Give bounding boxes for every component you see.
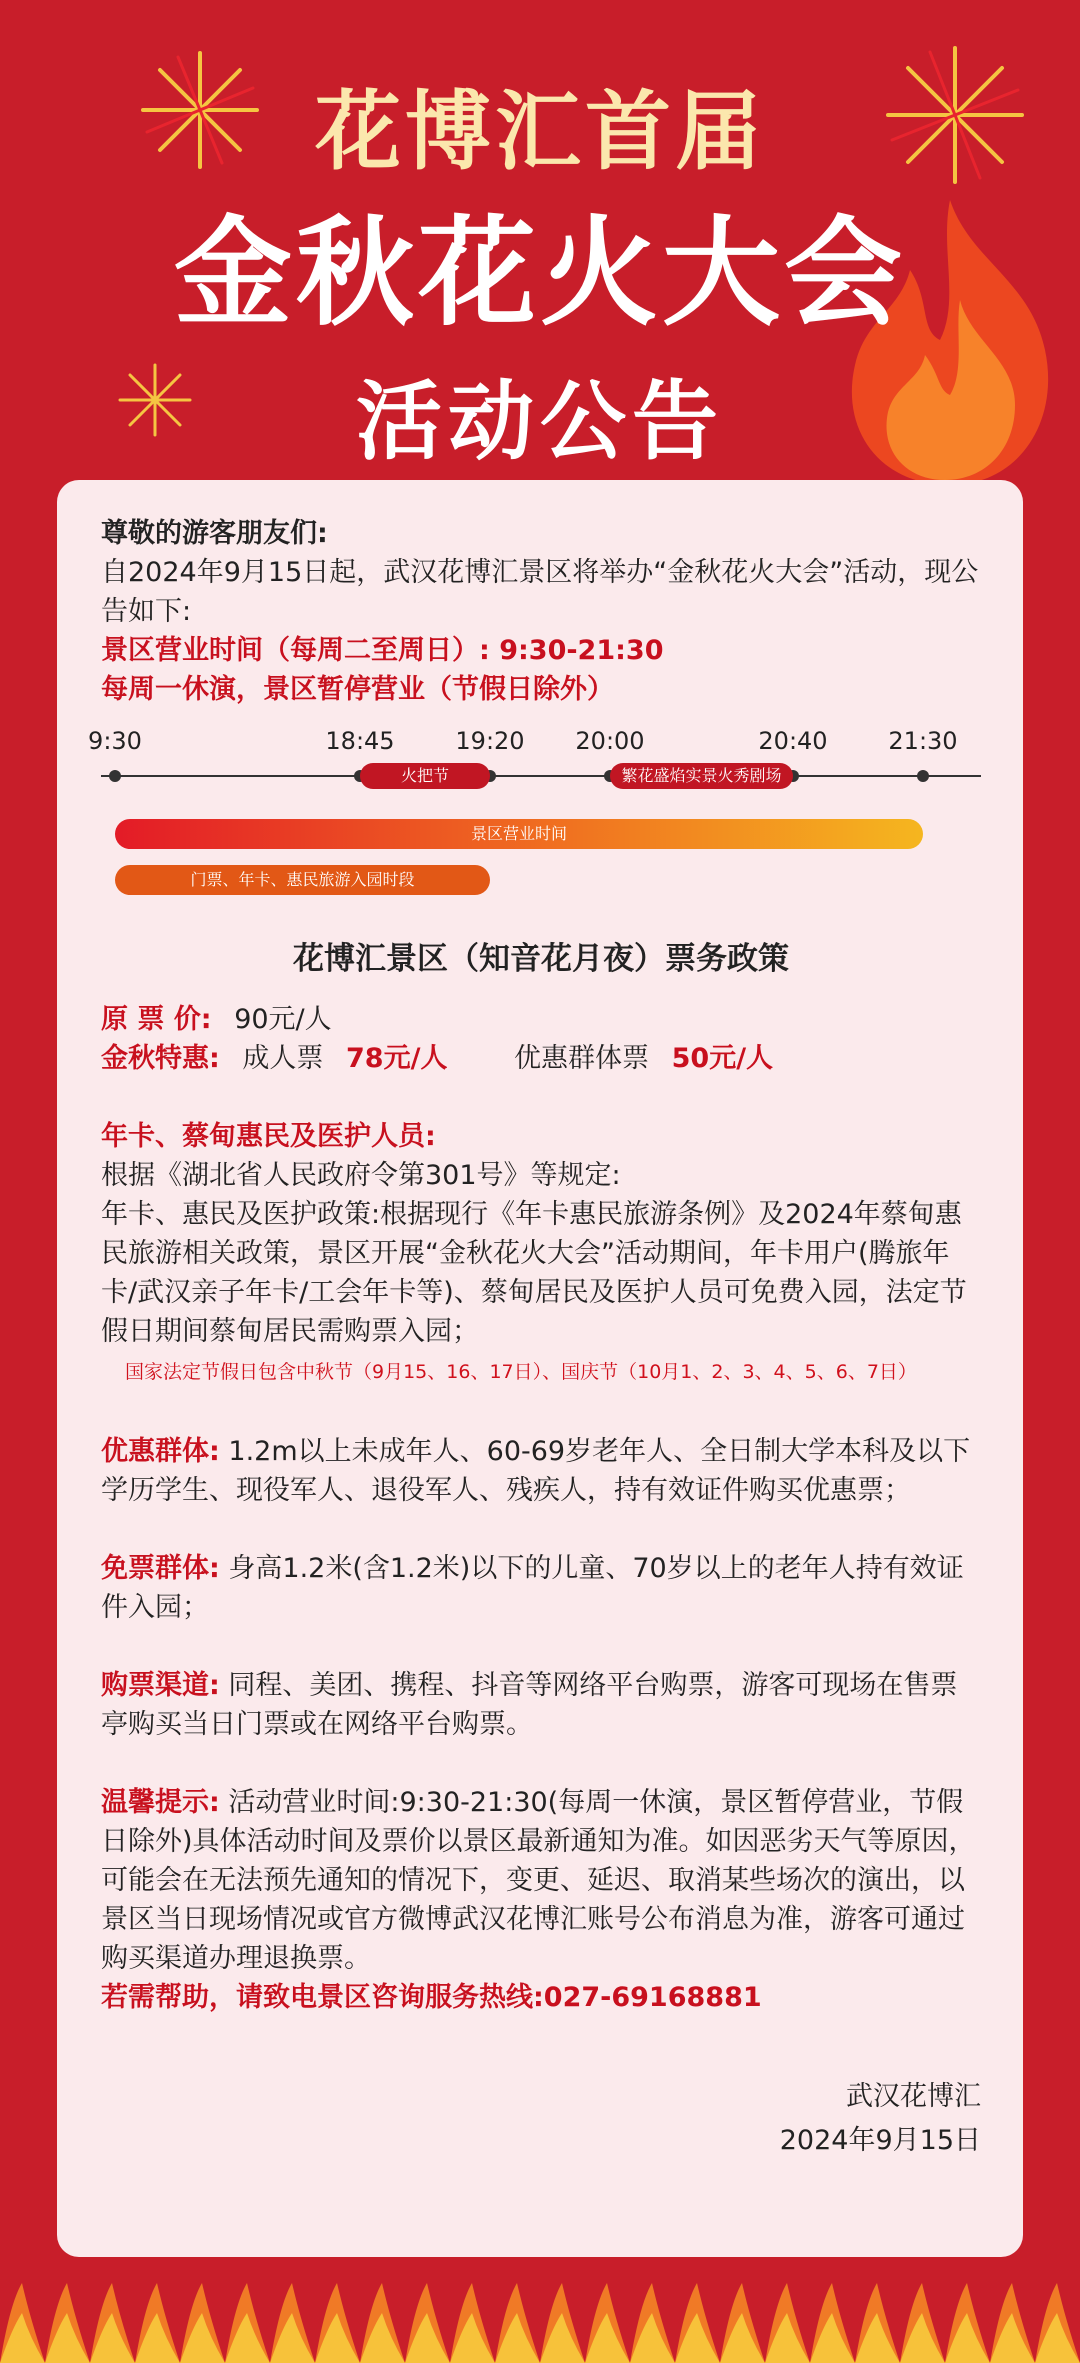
original-price-label: 原 票 价:: [101, 1004, 212, 1035]
title-line-1: 花博汇首届: [315, 82, 765, 182]
special-price-label: 金秋特惠:: [101, 1043, 220, 1074]
timeline-tick-label: 18:45: [325, 727, 395, 755]
title-line-2: 金秋花火大会: [173, 204, 906, 342]
tips-text: 活动营业时间:9:30-21:30(每周一休演，景区暂停营业，节假日除外)具体活动时间及票价以景区最新通知为准。如因恶劣天气等原因，可能会在无法预先通知的情况下，变更、延迟、取消某些场次的演出，以景区当日现场情况或官方微博武汉花博汇账号公布消息为准，游客可通过购买渠道办理退换票。: [101, 1787, 976, 1974]
discount-group-label: 优惠群体:: [101, 1436, 220, 1467]
timeline-dot: [109, 770, 121, 782]
purchase-channels-label: 购票渠道:: [101, 1670, 220, 1701]
timeline-tick-label: 9:30: [88, 727, 142, 755]
free-group-text: 身高1.2米(含1.2米)以下的儿童、70岁以上的老年人持有效证件入园；: [101, 1553, 964, 1623]
timeline-bar: 门票、年卡、惠民旅游入园时段: [115, 865, 490, 895]
monday-closure: 每周一休演，景区暂停营业（节假日除外）: [101, 674, 614, 705]
business-hours: 景区营业时间（每周二至周日）: 9:30-21:30: [101, 635, 664, 666]
adult-ticket-label: 成人票: [242, 1043, 324, 1074]
group-ticket-label: 优惠群体票: [514, 1043, 650, 1074]
signature-org: 武汉花博汇: [846, 2081, 981, 2112]
timeline-event: 繁花盛焰实景火秀剧场: [610, 763, 793, 789]
timeline-bar: 景区营业时间: [115, 819, 923, 849]
service-hotline: 若需帮助，请致电景区咨询服务热线:027-69168881: [101, 1982, 762, 2013]
timeline-tick-label: 21:30: [888, 727, 958, 755]
timeline-axis: [101, 775, 981, 777]
timeline-dot: [917, 770, 929, 782]
tips-label: 温馨提示:: [101, 1787, 220, 1818]
original-price-value: 90元/人: [234, 1004, 332, 1035]
timeline-tick-label: 19:20: [455, 727, 525, 755]
announcement-text: 自2024年9月15日起，武汉花博汇景区将举办“金秋花火大会”活动，现公告如下:: [101, 557, 979, 627]
group-ticket-price: 50元/人: [671, 1043, 774, 1074]
timeline-tick-label: 20:00: [575, 727, 645, 755]
purchase-channels-text: 同程、美团、携程、抖音等网络平台购票，游客可现场在售票亭购买当日门票或在网络平台购票。: [101, 1670, 958, 1740]
greeting: 尊敬的游客朋友们:: [101, 518, 328, 549]
annual-card-title: 年卡、蔡甸惠民及医护人员:: [101, 1121, 436, 1152]
flame-border-icon: [0, 2263, 1080, 2363]
holiday-note: 国家法定节假日包含中秋节（9月15、16、17日）、国庆节（10月1、2、3、4、5、6、7日）: [125, 1361, 917, 1383]
header: [0, 0, 1080, 480]
annual-card-regulation: 根据《湖北省人民政府令第301号》等规定:: [101, 1160, 621, 1191]
free-group-label: 免票群体:: [101, 1553, 220, 1584]
ticket-policy-heading: 花博汇景区（知音花月夜）票务政策: [293, 941, 789, 977]
announcement-content: [88, 514, 981, 2163]
discount-group-text: 1.2m以上未成年人、60-69岁老年人、全日制大学本科及以下学历学生、现役军人、退役军人、残疾人，持有效证件购买优惠票；: [101, 1436, 971, 1506]
timeline-tick-label: 20:40: [758, 727, 828, 755]
adult-ticket-price: 78元/人: [346, 1043, 448, 1074]
signature-date: 2024年9月15日: [779, 2125, 981, 2156]
title-line-3: 活动公告: [356, 372, 724, 472]
schedule-timeline: [88, 727, 981, 905]
announcement-card: [57, 480, 1023, 2257]
timeline-event: 火把节: [360, 763, 490, 789]
annual-card-policy: 年卡、惠民及医护政策:根据现行《年卡惠民旅游条例》及2024年蔡甸惠民旅游相关政策，景区开展“金秋花火大会”活动期间，年卡用户(腾旅年卡/武汉亲子年卡/工会年卡等)、蔡甸居民及医护人员可免费入园，法定节假日期间蔡甸居民需购票入园；: [101, 1199, 967, 1347]
